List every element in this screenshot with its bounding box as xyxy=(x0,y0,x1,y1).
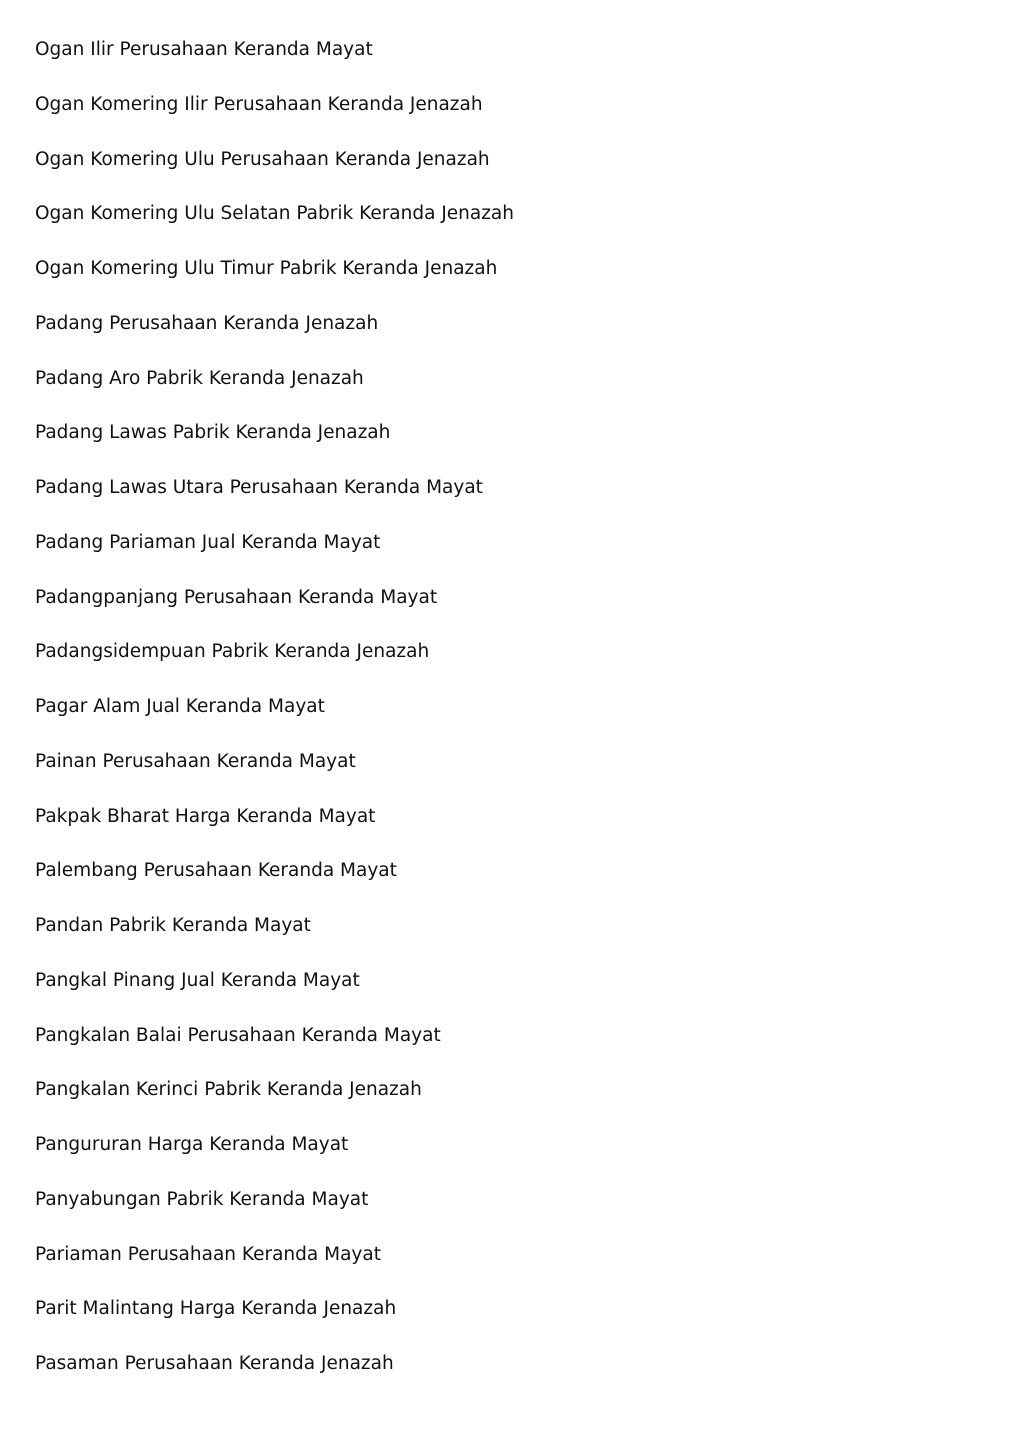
entry-list xyxy=(35,37,514,1406)
list-item: Ogan Komering Ulu Timur Pabrik Keranda Jenazah xyxy=(35,258,498,279)
list-item: Padangsidempuan Pabrik Keranda Jenazah xyxy=(35,641,430,663)
list-item: Ogan Komering Ulu Selatan Pabrik Keranda Jenazah xyxy=(35,203,514,225)
list-item: Pangkalan Kerinci Pabrik Keranda Jenazah xyxy=(35,1079,422,1101)
list-item: Padangpanjang Perusahaan Keranda Mayat xyxy=(35,586,438,608)
list-item: Pakpak Bharat Harga Keranda Mayat xyxy=(35,805,376,827)
list-item: Padang Aro Pabrik Keranda Jenazah xyxy=(35,367,364,389)
list-item: Pandan Pabrik Keranda Mayat xyxy=(35,915,311,936)
list-item: Painan Perusahaan Keranda Mayat xyxy=(35,750,356,772)
list-item: Pagar Alam Jual Keranda Mayat xyxy=(35,696,325,717)
list-item: Pangkal Pinang Jual Keranda Mayat xyxy=(35,969,360,991)
list-item: Parit Malintang Harga Keranda Jenazah xyxy=(35,1298,397,1320)
list-item: Padang Perusahaan Keranda Jenazah xyxy=(35,312,379,334)
list-item: Padang Lawas Utara Perusahaan Keranda Mayat xyxy=(35,477,483,498)
list-item: Panyabungan Pabrik Keranda Mayat xyxy=(35,1188,369,1210)
list-item: Ogan Komering Ilir Perusahaan Keranda Jenazah xyxy=(35,93,483,115)
list-item: Pangururan Harga Keranda Mayat xyxy=(35,1134,349,1155)
list-item: Padang Pariaman Jual Keranda Mayat xyxy=(35,531,381,553)
list-item: Ogan Ilir Perusahaan Keranda Mayat xyxy=(35,39,373,60)
list-item: Padang Lawas Pabrik Keranda Jenazah xyxy=(35,422,391,444)
list-item: Ogan Komering Ulu Perusahaan Keranda Jenazah xyxy=(35,148,490,170)
list-item: Palembang Perusahaan Keranda Mayat xyxy=(35,860,397,882)
list-item: Pariaman Perusahaan Keranda Mayat xyxy=(35,1243,381,1265)
list-item: Pasaman Perusahaan Keranda Jenazah xyxy=(35,1353,394,1374)
list-item: Pangkalan Balai Perusahaan Keranda Mayat xyxy=(35,1024,441,1046)
